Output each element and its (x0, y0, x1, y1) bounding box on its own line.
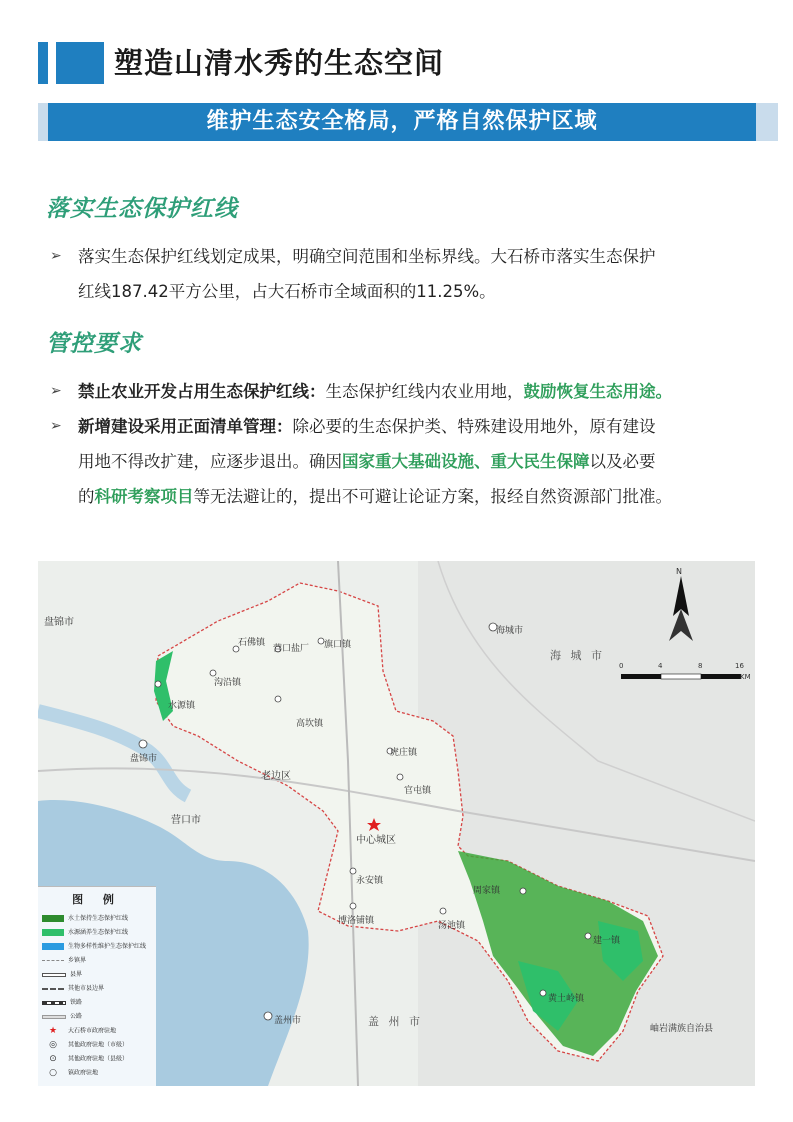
label-yingkou-dahl: 营口盐厂 (273, 644, 310, 654)
river (38, 711, 188, 796)
legend-label: 镇政府驻地 (68, 1069, 99, 1077)
ecological-redline-map (38, 561, 755, 1086)
legend-label: 水源涵养生态保护红线 (68, 929, 129, 936)
legend-label: 公路 (70, 1013, 83, 1020)
scale-label-0: 0 (619, 662, 624, 670)
legend-label: 铁路 (70, 999, 83, 1006)
section-title-control: 管控要求 (46, 331, 142, 357)
legend-item (42, 1053, 128, 1065)
legend-item (42, 1067, 98, 1079)
scale-unit: KM (740, 673, 751, 681)
label-tangchi: 汤池镇 (438, 921, 466, 931)
legend-swatch (42, 988, 64, 990)
control-item-2-text5: 等无法避让的，提出不可避让论证方案，报经自然资源部门批准。 (193, 487, 672, 506)
legend-label: 大石桥市政府驻地 (68, 1027, 117, 1035)
legend-swatch (42, 915, 64, 922)
label-gaizhou: 盖 州 市 (368, 1015, 423, 1028)
star-icon: ★ (48, 1026, 58, 1036)
control-item-2-text3: 以及必要 (589, 452, 656, 471)
legend-item (42, 941, 146, 953)
control-item-2-highlight2: 科研考察项目 (94, 487, 194, 506)
label-yongan: 永安镇 (356, 876, 384, 886)
control-item-2-lead: 新增建设采用正面清单管理： (78, 417, 293, 436)
north-label: N (676, 567, 682, 576)
bullet-arrow-icon: ➢ (50, 248, 62, 264)
control-item-2-text2: 用地不得改扩建，应逐步退出。确因 (78, 452, 342, 471)
map-legend (38, 886, 156, 1086)
legend-label: 其他政府驻地（县级） (68, 1055, 129, 1063)
scale-label-8: 8 (698, 662, 703, 670)
label-shifo: 石佛镇 (238, 638, 266, 648)
double-circle-icon: ◎ (49, 1040, 57, 1050)
legend-swatch (42, 1015, 66, 1019)
label-yingkou: 营口市 (171, 815, 201, 826)
control-item-1-highlight: 鼓励恢复生态用途。 (523, 382, 672, 401)
legend-item (42, 969, 82, 981)
legend-label: 县界 (70, 971, 83, 978)
legend-item (42, 983, 104, 995)
subtitle-band-text: 维护生态安全格局，严格自然保护区域 (206, 109, 598, 134)
section1-paragraph (50, 239, 760, 309)
legend-label: 乡镇界 (68, 957, 87, 964)
legend-swatch (42, 960, 64, 961)
legend-label: 生物多样性维护生态保护红线 (68, 943, 147, 950)
legend-swatch (42, 1001, 66, 1005)
section-title-redline: 落实生态保护红线 (46, 196, 238, 222)
legend-label: 水土保持生态保护红线 (68, 915, 129, 922)
page-title: 塑造山清水秀的生态空间 (114, 46, 445, 80)
label-haicheng: 海 城 市 (550, 649, 605, 662)
legend-label: 其他政府驻地（市级） (68, 1041, 129, 1049)
legend-swatch (42, 973, 66, 977)
control-item-1 (50, 374, 760, 409)
legend-item (42, 1011, 82, 1023)
legend-item (42, 997, 82, 1009)
label-center: 中心城区 (356, 835, 396, 846)
control-item-2 (50, 409, 760, 514)
title-accent-bar-thin (38, 42, 48, 84)
control-item-2-text1: 除必要的生态保护类、特殊建设用地外，原有建设 (292, 417, 656, 436)
label-gaokan: 高坎镇 (296, 719, 324, 729)
label-shuiyuan: 水源镇 (168, 701, 196, 711)
label-goupo: 沟沿镇 (214, 678, 242, 688)
legend-item (42, 1025, 116, 1037)
section1-line1: 落实生态保护红线划定成果，明确空间范围和坐标界线。大石桥市落实生态保护 (78, 247, 656, 266)
legend-item (42, 913, 128, 925)
control-item-1-text: 生态保护红线内农业用地， (325, 382, 524, 401)
label-huangtuling: 黄土岭镇 (548, 994, 585, 1004)
label-guantun: 官屯镇 (404, 786, 432, 796)
label-xiuyan: 岫岩满族自治县 (650, 1024, 714, 1034)
dot-circle-icon: ⊙ (49, 1054, 57, 1064)
legend-title: 图 例 (72, 893, 122, 906)
bullet-arrow-icon: ➢ (50, 383, 62, 399)
control-item-2-text4: 的 (78, 487, 95, 506)
label-panjin-pt: 盘锦市 (130, 754, 158, 764)
label-laobian: 老边区 (261, 771, 291, 782)
section1-line2: 红线187.42平方公里，占大石桥市全域面积的11.25%。 (78, 282, 496, 301)
label-boluopu: 博洛铺镇 (338, 916, 375, 926)
legend-item (42, 955, 86, 967)
scale-bar (621, 674, 741, 679)
scale-label-16: 16 (735, 662, 744, 670)
scale-label-4: 4 (658, 662, 663, 670)
label-zhoujia: 周家镇 (473, 886, 501, 896)
label-qikou: 旗口镇 (324, 640, 352, 650)
legend-swatch (42, 929, 64, 936)
control-item-2-highlight1: 国家重大基础设施、重大民生保障 (342, 452, 590, 471)
label-panjin: 盘锦市 (44, 617, 74, 628)
legend-item (42, 927, 128, 939)
label-haicheng-pt: 海城市 (496, 626, 524, 636)
label-jianyi: 建一镇 (593, 936, 621, 946)
circle-icon: ○ (49, 1068, 57, 1078)
legend-item (42, 1039, 128, 1051)
label-gaizhou-pt: 盖州市 (274, 1016, 302, 1026)
title-accent-bar-wide (56, 42, 104, 84)
legend-swatch (42, 943, 64, 950)
legend-label: 其他市县边界 (68, 985, 105, 992)
control-item-1-lead: 禁止农业开发占用生态保护红线： (78, 382, 326, 401)
bullet-arrow-icon: ➢ (50, 418, 62, 434)
label-huzhuang: 虎庄镇 (390, 748, 418, 758)
